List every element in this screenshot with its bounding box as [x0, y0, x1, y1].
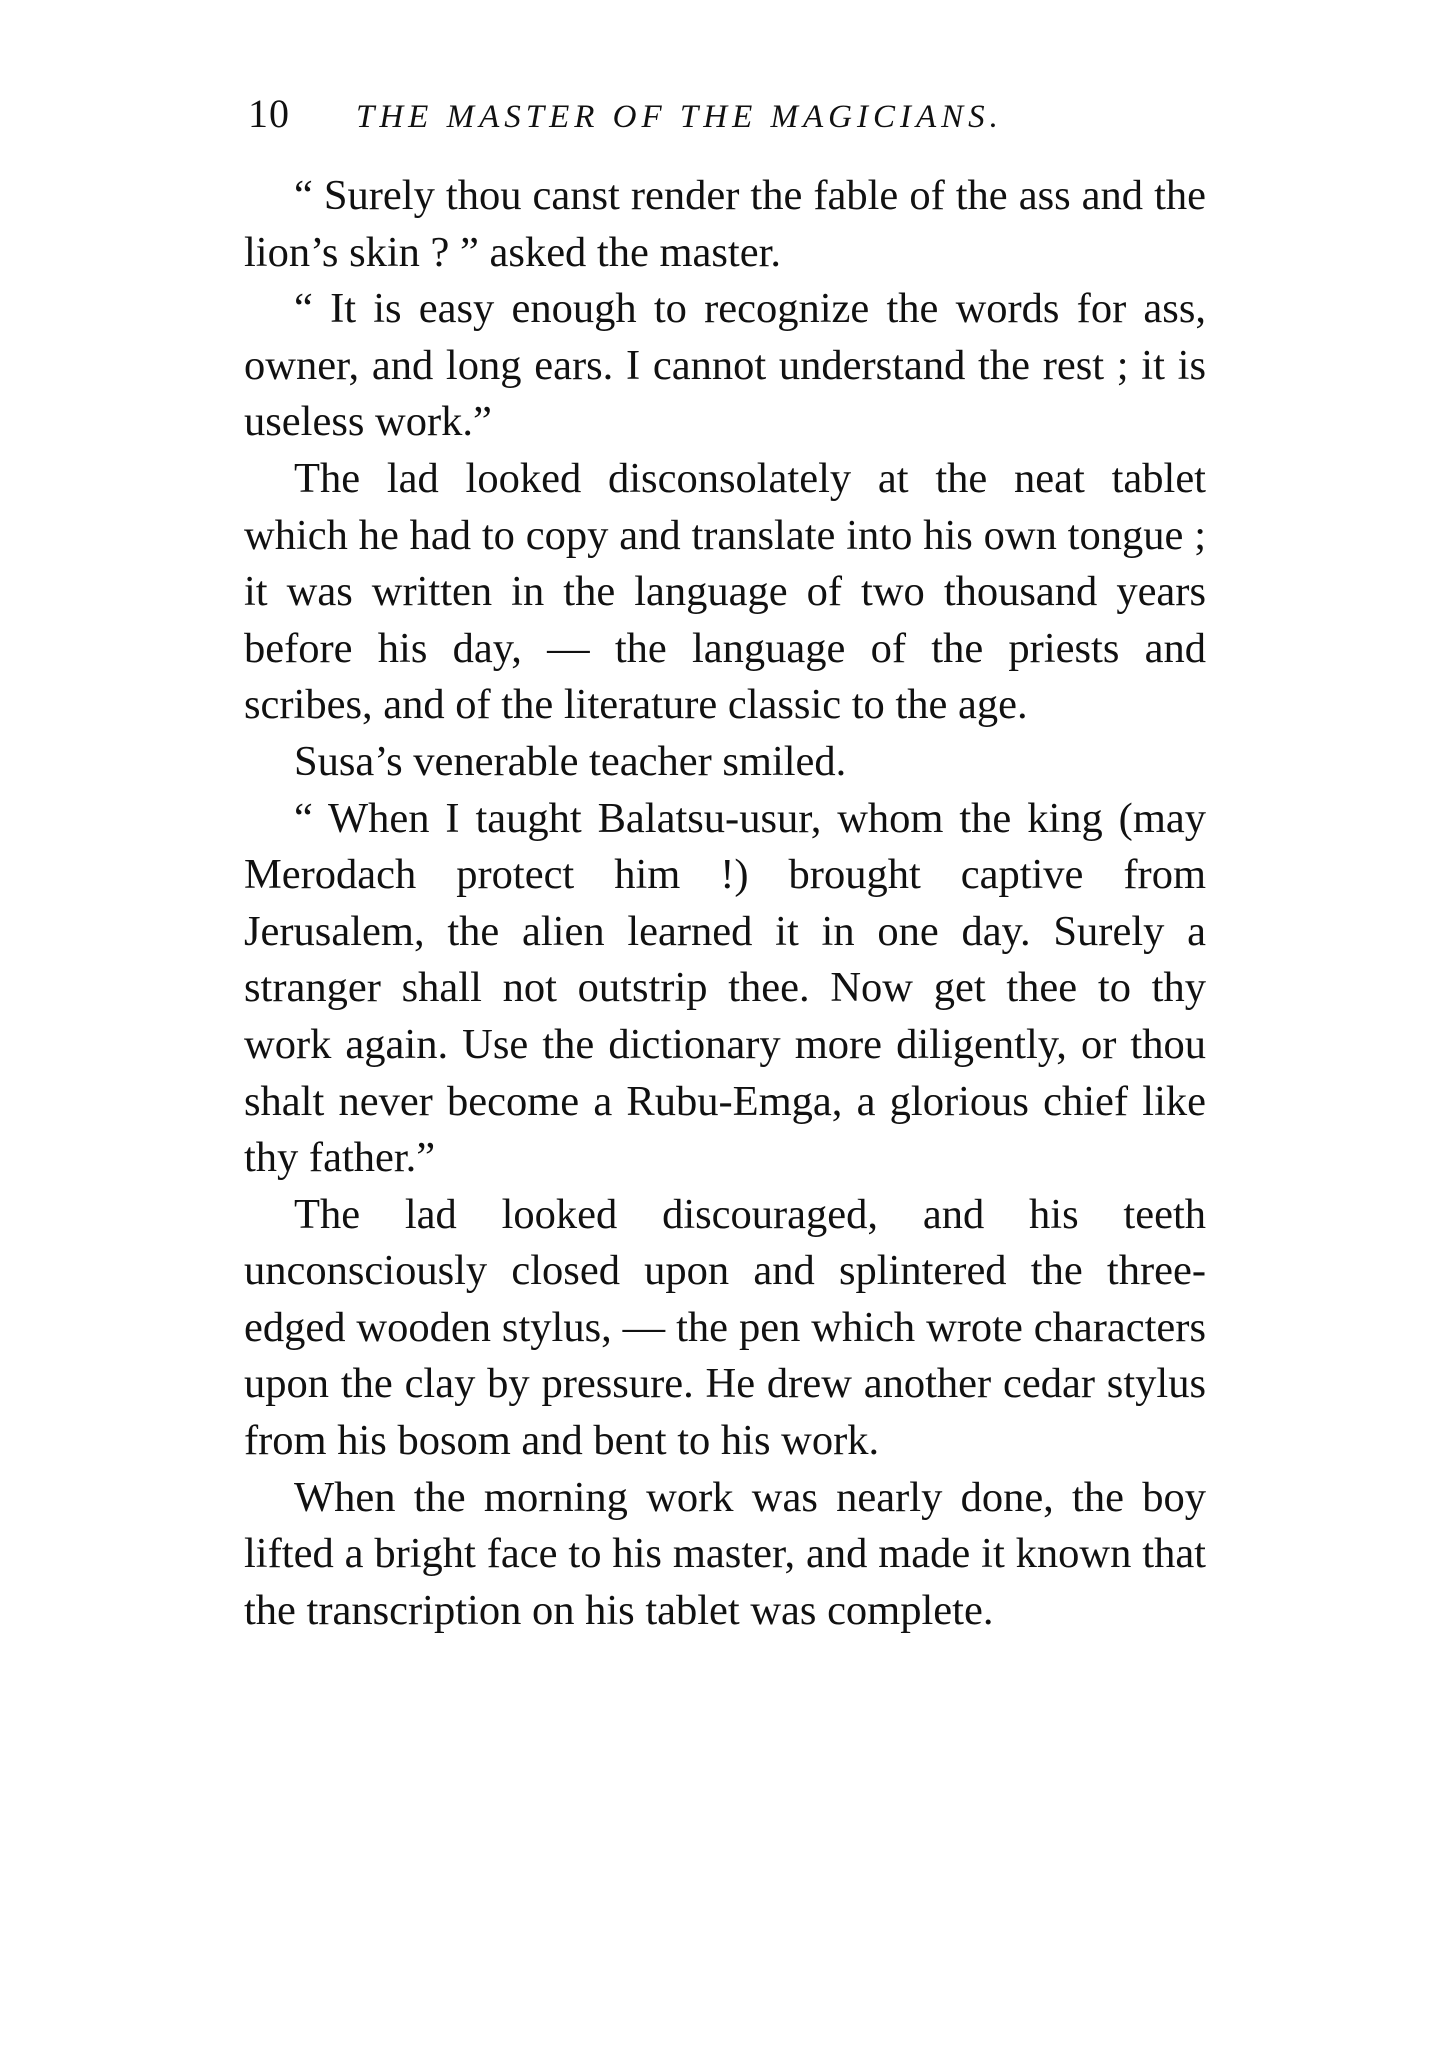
running-header: [248, 90, 1208, 150]
body-text: [244, 168, 1206, 1639]
paragraph: When the morning work was nearly done, the boy lifted a bright face to his master, and made it known that the transcription on his tablet was complete.: [244, 1473, 1206, 1634]
paragraph: “ When I taught Balatsu-usur, whom the king (may Merodach protect him !) brought captive from Jerusalem, the alien learned it in one day. Surely a stranger shall not outstrip thee. Now get thee to thy work again. Use the dictionary more diligently, or thou shalt never become a Rubu-Emga, a glorious chief like thy father.”: [244, 794, 1206, 1182]
paragraph: The lad looked discouraged, and his teeth unconsciously closed upon and splintered the three-edged wooden stylus, — the pen which wrote characters upon the clay by pressure. He drew another cedar stylus from his bosom and bent to his work.: [244, 1190, 1206, 1465]
paragraph: Susa’s venerable teacher smiled.: [294, 737, 847, 785]
page-number: 10: [248, 91, 290, 136]
paragraph: The lad looked disconsolately at the neat tablet which he had to copy and translate into his own tongue ; it was written in the language of two thousand years before his day, — the language of the priests and scribes, and of the literature classic to the age.: [244, 454, 1206, 729]
paragraph: “ Surely thou canst render the fable of the ass and the lion’s skin ? ” asked the master.: [244, 172, 1206, 276]
running-title: THE MASTER OF THE MAGICIANS.: [356, 99, 1003, 135]
paragraph: “ It is easy enough to recognize the words for ass, owner, and long ears. I cannot understand the rest ; it is useless work.”: [244, 285, 1206, 446]
